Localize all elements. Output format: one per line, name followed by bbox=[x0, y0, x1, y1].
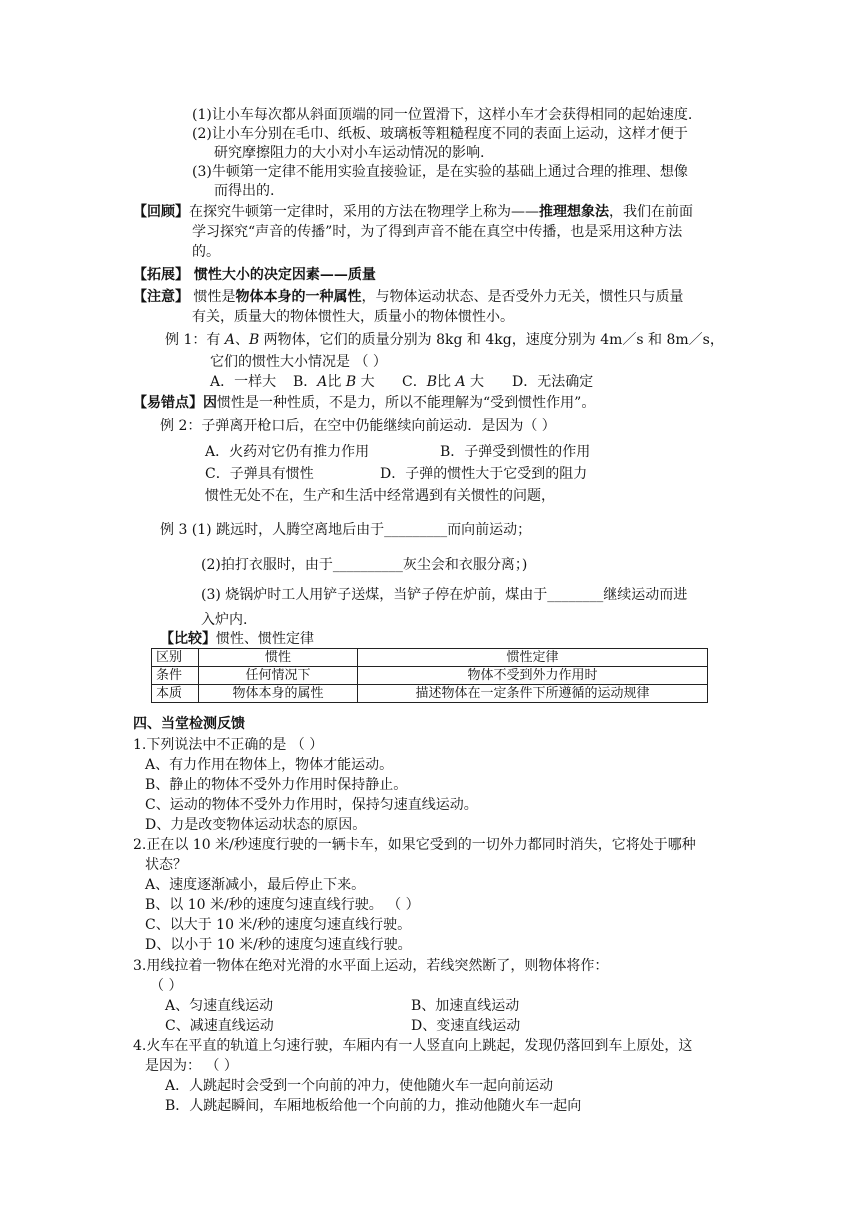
example-1-option-a: A．一样大 bbox=[210, 374, 277, 390]
intro-point-2: (2)让小车分别在毛巾、纸板、玻璃板等粗糙程度不同的表面上运动，这样才便于 bbox=[192, 126, 688, 142]
question-2-stem-cont: 状态？ bbox=[145, 857, 187, 873]
option-b-post: 大 bbox=[356, 374, 375, 390]
intro-point-2-cont: 研究摩擦阻力的大小对小车运动情况的影响. bbox=[214, 145, 485, 161]
intro-point-3: (3)牛顿第一定律不能用实验直接验证，是在实验的基础上通过合理的推理、想像 bbox=[192, 164, 688, 180]
example-2-option-b: B．子弹受到惯性的作用 bbox=[440, 444, 591, 460]
expand-line bbox=[133, 266, 376, 284]
review-line-3: 的。 bbox=[192, 244, 220, 260]
error-text-2: 惯性是一种性质，不是力，所以不能理解为“受到惯性作用”。 bbox=[217, 395, 596, 411]
option-c-post: 大 bbox=[465, 374, 485, 390]
table-cell: 惯性定律 bbox=[358, 649, 708, 667]
example-1-option-d: D．无法确定 bbox=[512, 374, 594, 390]
question-2-option-b: B、以 10 米/秒的速度匀速直线行驶。 （ ） bbox=[145, 897, 420, 913]
table-cell: 物体不受到外力作用时 bbox=[358, 667, 708, 685]
option-b-prefix: B． bbox=[293, 374, 318, 390]
question-2-option-d: D、以小于 10 米/秒的速度匀速直线行驶。 bbox=[145, 937, 412, 953]
review-line-1 bbox=[133, 203, 693, 221]
example-2-option-c: C．子弹具有惯性 bbox=[205, 466, 314, 482]
question-4-option-a: A．人跳起时会受到一个向前的冲力，使他随火车一起向前运动 bbox=[165, 1078, 554, 1094]
example-1-option-b bbox=[293, 373, 375, 391]
example-2-tail: 惯性无处不在，生产和生活中经常遇到有关惯性的问题， bbox=[205, 488, 555, 504]
example-3-line-3: (3) 烧锅炉时工人用铲子送煤，当铲子停在炉前，煤由于________继续运动而进 bbox=[201, 587, 688, 603]
example-2-option-a: A．火药对它仍有推力作用 bbox=[205, 444, 370, 460]
table-row bbox=[152, 649, 708, 667]
table-cell: 条件 bbox=[152, 667, 199, 685]
example-3-line-1: 例 3 (1) 跳远时，人腾空离地后由于_________而向前运动； bbox=[160, 522, 532, 538]
review-line-2: 学习探究“声音的传播”时，为了得到声音不能在真空中传播，也是采用这种方法 bbox=[192, 224, 683, 240]
review-text-1: 在探究牛顿第一定律时，采用的方法在物理学上称为—— bbox=[189, 204, 539, 220]
expand-tag: 【拓展】 bbox=[133, 267, 189, 283]
question-2-option-c: C、以大于 10 米/秒的速度匀速直线行驶。 bbox=[145, 917, 412, 933]
error-text-1: 因 bbox=[203, 395, 217, 411]
table-cell: 描述物体在一定条件下所遵循的运动规律 bbox=[358, 685, 708, 703]
example-1-text-2: 两物体，它们的质量分别为 8kg 和 4kg，速度分别为 4m／s 和 8m／s， bbox=[259, 332, 724, 348]
comparison-table bbox=[151, 648, 708, 703]
note-emphasis: 物体本身的一种属性 bbox=[235, 289, 362, 305]
table-row bbox=[152, 667, 708, 685]
question-3-option-a: A、匀速直线运动 bbox=[165, 998, 274, 1014]
option-c-prefix: C． bbox=[402, 374, 427, 390]
note-line-1 bbox=[133, 288, 683, 306]
example-2-stem: 例 2：子弹离开枪口后，在空中仍能继续向前运动．是因为（ ） bbox=[160, 418, 556, 434]
compare-heading bbox=[160, 630, 314, 648]
example-1-option-c bbox=[402, 373, 484, 391]
intro-point-3-cont: 而得出的. bbox=[214, 183, 275, 199]
question-1-option-d: D、力是改变物体运动状态的原因。 bbox=[145, 817, 367, 833]
compare-tag: 【比较】 bbox=[160, 631, 216, 647]
question-4-stem: 4.火车在平直的轨道上匀速行驶，车厢内有一人竖直向上跳起，发现仍落回到车上原处，这 bbox=[133, 1038, 693, 1054]
error-point-line bbox=[133, 394, 595, 412]
object-a: A bbox=[224, 332, 235, 348]
question-1-option-a: A、有力作用在物体上，物体才能运动。 bbox=[145, 757, 394, 773]
error-tag: 【易错点】 bbox=[133, 395, 203, 411]
example-1-stem bbox=[165, 331, 724, 349]
question-3-option-d: D、变速直线运动 bbox=[411, 1018, 521, 1034]
compare-title: 惯性、惯性定律 bbox=[216, 631, 314, 647]
example-3-line-2: (2)拍打衣服时，由于__________灰尘会和衣服分离；) bbox=[201, 557, 528, 573]
example-3-line-4: 入炉内. bbox=[201, 612, 248, 628]
review-method: 推理想象法 bbox=[539, 204, 609, 220]
option-b-a: A bbox=[317, 374, 328, 390]
expand-text: 惯性大小的决定因素——质量 bbox=[189, 267, 376, 283]
option-c-mid: 比 bbox=[437, 374, 456, 390]
example-1-sep: 、 bbox=[234, 332, 249, 348]
intro-point-1: (1)让小车每次都从斜面顶端的同一位置滑下，这样小车才会获得相同的起始速度. bbox=[192, 107, 693, 123]
option-c-b: B bbox=[426, 374, 438, 390]
table-cell: 惯性 bbox=[199, 649, 358, 667]
question-3-option-c: C、减速直线运动 bbox=[165, 1018, 274, 1034]
note-line-2: 有关，质量大的物体惯性大，质量小的物体惯性小。 bbox=[192, 309, 514, 325]
question-2-stem: 2.正在以 10 米/秒速度行驶的一辆卡车，如果它受到的一切外力都同时消失，它将处于哪种 bbox=[133, 837, 696, 853]
option-b-b: B bbox=[345, 374, 357, 390]
table-cell: 物体本身的属性 bbox=[199, 685, 358, 703]
section-4-title: 四、当堂检测反馈 bbox=[133, 716, 245, 732]
example-1-stem-cont: 它们的惯性大小情况是 （ ） bbox=[210, 354, 387, 370]
review-text-2: ，我们在前面 bbox=[609, 204, 693, 220]
question-3-paren: （ ） bbox=[150, 978, 183, 994]
question-3-option-b: B、加速直线运动 bbox=[411, 998, 520, 1014]
question-1-option-c: C、运动的物体不受外力作用时，保持匀速直线运动。 bbox=[145, 797, 478, 813]
table-row bbox=[152, 685, 708, 703]
note-tag: 【注意】 bbox=[133, 289, 189, 305]
question-2-option-a: A、速度逐渐减小，最后停止下来。 bbox=[145, 877, 366, 893]
question-1-stem: 1.下列说法中不正确的是 （ ） bbox=[133, 737, 324, 753]
note-text-2: ，与物体运动状态、是否受外力无关，惯性只与质量 bbox=[361, 289, 684, 305]
example-1-text-1: 例 1：有 bbox=[165, 332, 225, 348]
option-b-mid: 比 bbox=[327, 374, 346, 390]
review-tag: 【回顾】 bbox=[133, 204, 189, 220]
note-text-1: 惯性是 bbox=[189, 289, 236, 305]
question-1-option-b: B、静止的物体不受外力作用时保持静止。 bbox=[145, 777, 408, 793]
table-cell: 区别 bbox=[152, 649, 199, 667]
option-c-a: A bbox=[455, 374, 466, 390]
question-3-stem: 3.用线拉着一物体在绝对光滑的水平面上运动，若线突然断了，则物体将作： bbox=[133, 958, 609, 974]
table-cell: 本质 bbox=[152, 685, 199, 703]
table-cell: 任何情况下 bbox=[199, 667, 358, 685]
example-2-option-d: D．子弹的惯性大于它受到的阻力 bbox=[380, 466, 588, 482]
question-4-option-b: B．人跳起瞬间，车厢地板给他一个向前的力，推动他随火车一起向 bbox=[165, 1098, 582, 1114]
object-b: B bbox=[248, 332, 260, 348]
question-4-stem-cont: 是因为： （ ） bbox=[145, 1058, 238, 1074]
